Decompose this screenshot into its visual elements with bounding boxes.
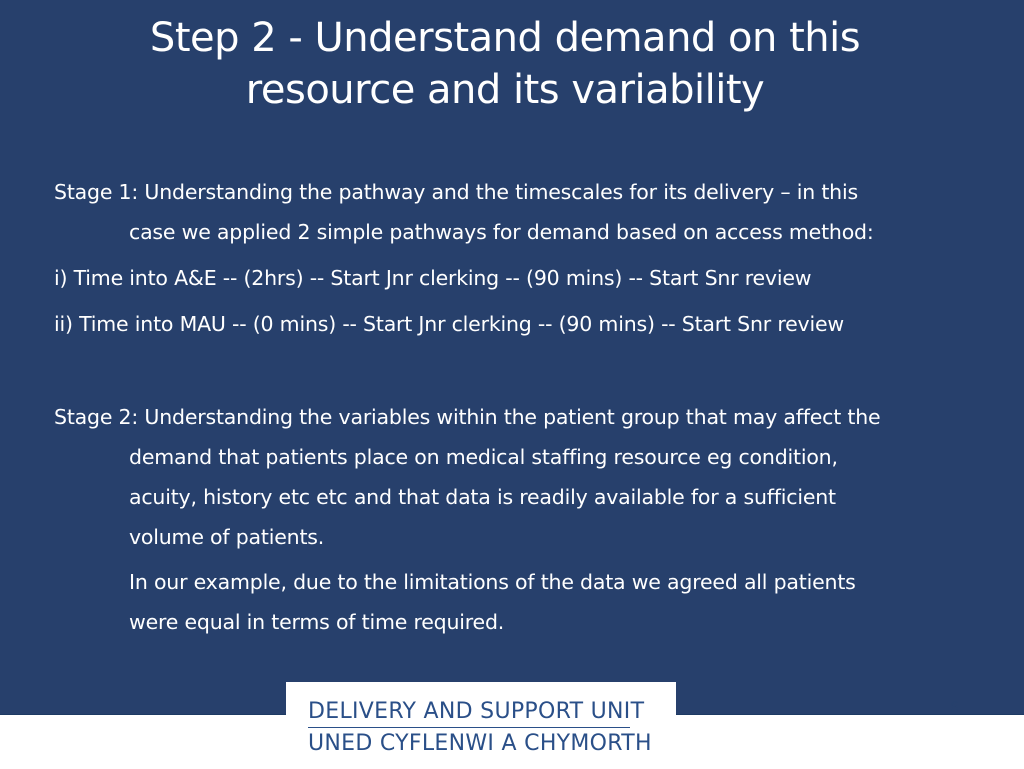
pathway-i: i) Time into A&E -- (2hrs) -- Start Jnr clerking -- (90 mins) -- Start Snr review	[54, 266, 812, 290]
page-number: 6	[950, 700, 959, 716]
stage-1-paragraph	[54, 172, 994, 252]
example-line-1: In our example, due to the limitations of the data we agreed all patients	[129, 570, 856, 594]
example-line-2: were equal in terms of time required.	[129, 610, 505, 634]
title-line-1: Step 2 - Understand demand on this	[149, 15, 861, 61]
pathway-ii: ii) Time into MAU -- (0 mins) -- Start Jnr clerking -- (90 mins) -- Start Snr review	[54, 312, 844, 336]
slide-title	[60, 12, 950, 116]
stage-1-line-1: Stage 1: Understanding the pathway and the timescales for its delivery – in this	[54, 180, 858, 204]
example-paragraph	[54, 562, 994, 642]
logo-line-welsh: UNED CYFLENWI A CHYMORTH	[308, 731, 652, 756]
stage-2-paragraph	[54, 397, 994, 557]
logo-line-english: DELIVERY AND SUPPORT UNIT	[308, 699, 645, 724]
delivery-support-unit-logo	[286, 682, 676, 768]
stage-2-line-2: demand that patients place on medical staffing resource eg condition,	[129, 445, 838, 469]
stage-2-line-3: acuity, history etc etc and that data is readily available for a sufficient	[129, 485, 836, 509]
title-line-2: resource and its variability	[245, 67, 765, 113]
logo-divider	[308, 727, 630, 728]
stage-1-line-2: case we applied 2 simple pathways for demand based on access method:	[129, 220, 874, 244]
stage-2-line-4: volume of patients.	[129, 525, 325, 549]
stage-2-line-1: Stage 2: Understanding the variables within the patient group that may affect the	[54, 405, 881, 429]
